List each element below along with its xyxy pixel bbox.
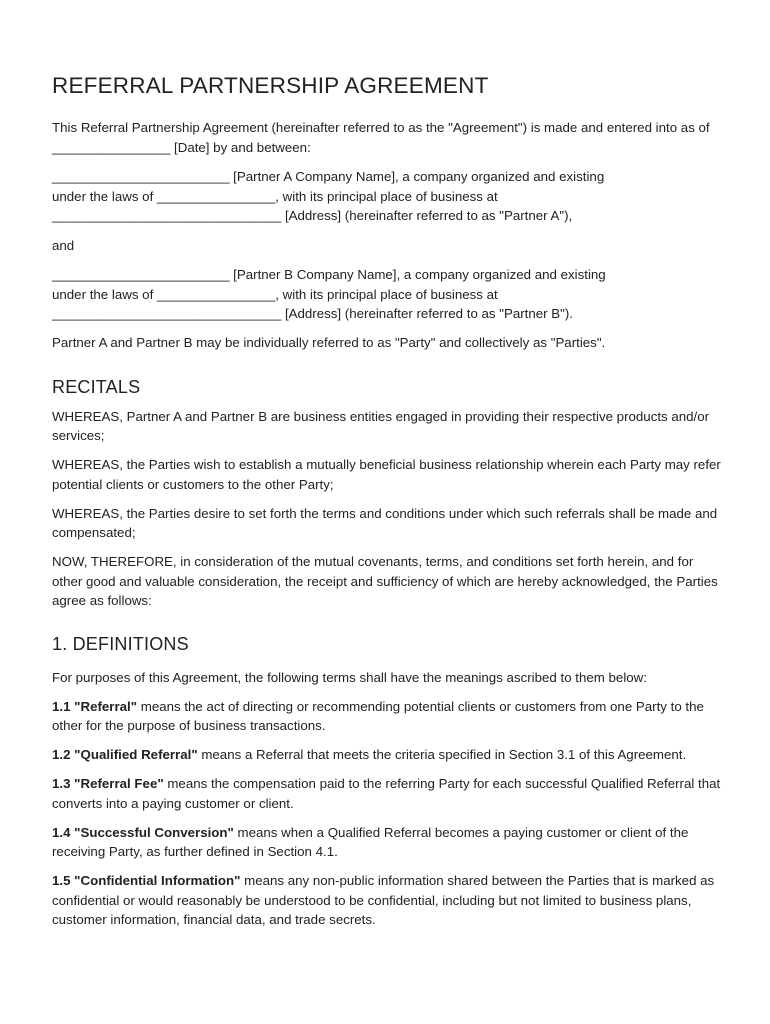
definition-text: means the act of directing or recommending potential clients or customers from one Party to the other for the purpose of business transactions. [52,698,704,733]
party-a-line-1: ________________________ [Partner A Company Name], a company organized and existing [52,169,605,184]
definition-item [52,774,724,813]
definition-term: 1.5 "Confidential Information" [52,873,241,888]
definition-term: 1.2 "Qualified Referral" [52,747,198,762]
party-a-paragraph [52,167,724,226]
definition-text: means when a Qualified Referral becomes a paying customer or client of the receiving Party, as further defined in Section 4.1. [52,824,689,859]
definition-item [52,823,724,862]
document-title: REFERRAL PARTNERSHIP AGREEMENT [52,73,489,98]
recital-paragraph: WHEREAS, the Parties wish to establish a mutually beneficial business relationship wherein each Party may refer potential clients or customers to the other Party; [52,457,721,492]
and-text: and [52,237,75,253]
recital-paragraph: WHEREAS, Partner A and Partner B are business entities engaged in providing their respective products and/or services; [52,408,710,443]
definition-text: means any non-public information shared between the Parties that is marked as confidential or would reasonably be understood to be confidential, including but not limited to business plans, customer information, financial data, and trade secrets. [52,873,715,927]
party-a-line-2: under the laws of ________________, with its principal place of business at [52,188,498,204]
definition-term: 1.4 "Successful Conversion" [52,824,234,840]
definition-term: 1.3 "Referral Fee" [52,776,164,791]
intro-paragraph: This Referral Partnership Agreement (hereinafter referred to as the "Agreement") is made and entered into as of ________________ [Date] by and between: [52,120,710,155]
definition-text: means the compensation paid to the referring Party for each successful Qualified Referral that converts into a paying customer or client. [52,776,721,811]
party-b-line-3: _______________________________ [Address] (hereinafter referred to as "Partner B"). [52,306,574,321]
parties-paragraph: Partner A and Partner B may be individually referred to as "Party" and collectively as "Parties". [52,335,606,350]
definitions-intro: For purposes of this Agreement, the following terms shall have the meanings ascribed to them below: [52,669,647,685]
definition-term: 1.1 "Referral" [52,698,138,714]
definition-item [52,745,724,765]
definitions-heading: 1. DEFINITIONS [52,633,189,654]
party-b-line-1: ________________________ [Partner B Company Name], a company organized and existing [52,267,606,282]
party-a-line-3: _______________________________ [Address] (hereinafter referred to as "Partner A"), [52,208,573,223]
recital-paragraph: NOW, THEREFORE, in consideration of the mutual covenants, terms, and conditions set forth herein, and for other good and valuable consideration, the receipt and sufficiency of which are hereby acknowledged, the Parties agree as follows: [52,554,718,608]
party-b-paragraph [52,265,724,324]
document-page [52,72,724,930]
recitals-heading: RECITALS [52,376,141,397]
definition-text: means a Referral that meets the criteria specified in Section 3.1 of this Agreement. [197,747,687,762]
recital-paragraph: WHEREAS, the Parties desire to set forth the terms and conditions under which such referrals shall be made and compensated; [52,505,718,540]
party-b-line-2: under the laws of ________________, with its principal place of business at [52,286,498,302]
definition-item [52,871,724,930]
definition-item [52,697,724,736]
